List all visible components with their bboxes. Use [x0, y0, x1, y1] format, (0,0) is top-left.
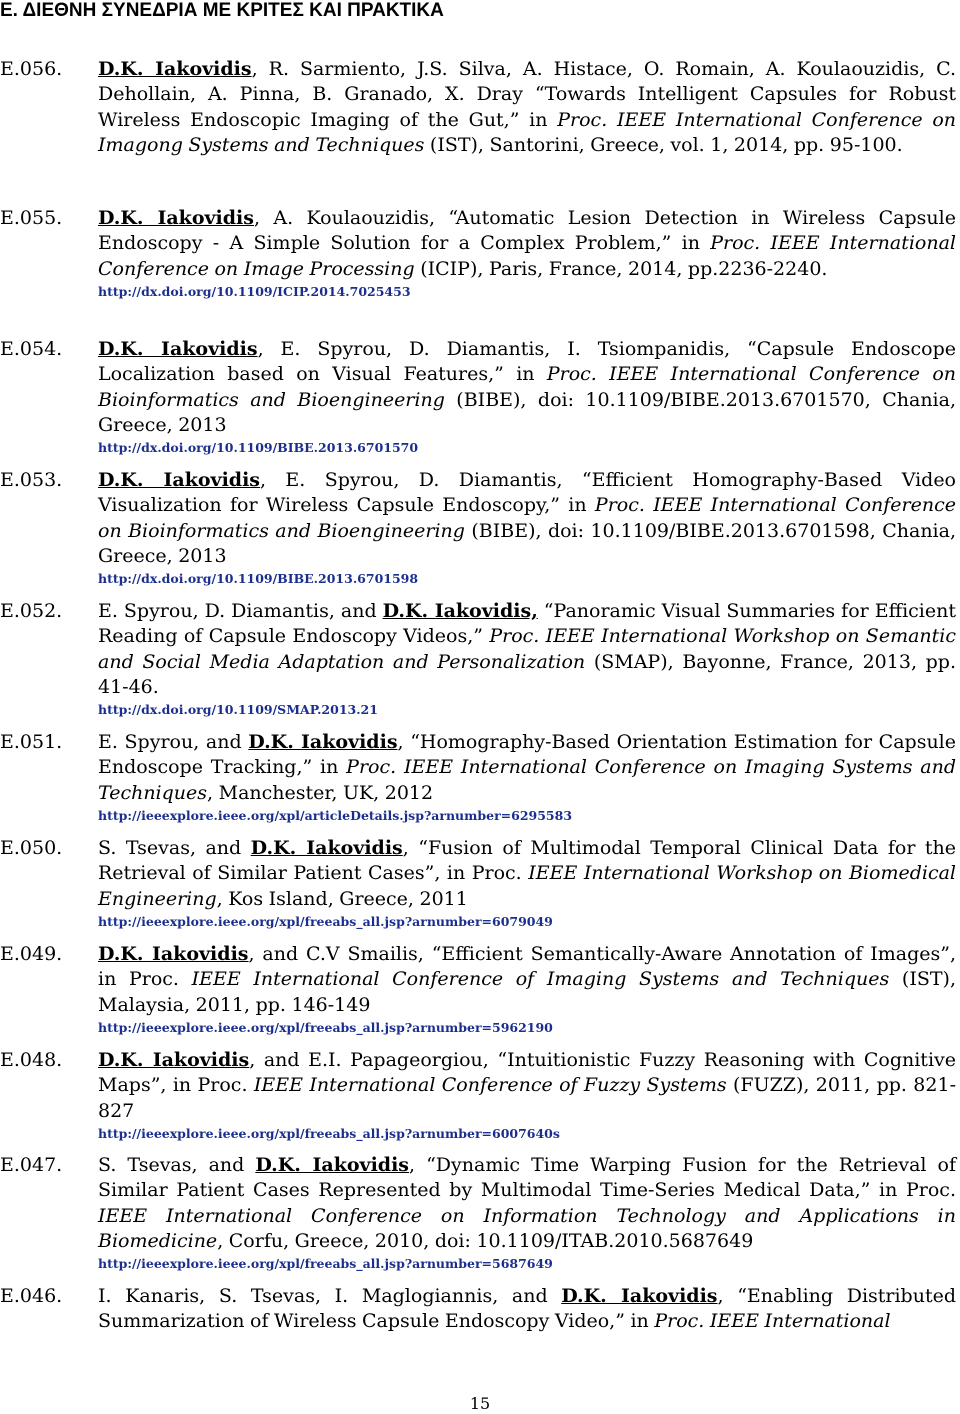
citation-text: [98, 836, 956, 912]
citation-segment: (FUZZ), 2011, pp. 821-827: [98, 1074, 956, 1122]
publication-entry: [0, 1048, 960, 1153]
publication-entry: [0, 1153, 960, 1284]
doi-link[interactable]: http://ieeexplore.ieee.org/xpl/freeabs_all.jsp?arnumber=5687649: [98, 1256, 553, 1272]
author-highlight: D.K. Iakovidis: [98, 943, 249, 965]
venue-name: IEEE International Conference of Imaging Systems and Techniques: [191, 968, 890, 991]
author-highlight: D.K. Iakovidis: [561, 1285, 718, 1307]
author-highlight: D.K. Iakovidis: [98, 207, 254, 229]
venue-name: Proc. IEEE International Conference on Imaging Systems and Techniques: [98, 756, 957, 804]
venue-name: Proc. IEEE International Conference on Bioinformatics and Bioengineering: [98, 363, 956, 411]
citation-text: [98, 730, 956, 806]
citation-segment: , E. Spyrou, D. Diamantis, “Efficient Homography-Based Video Visualization for Wireless Capsule Endoscopy,” in: [98, 469, 956, 517]
citation-segment: I. Kanaris, S. Tsevas, I. Maglogiannis, and: [98, 1285, 562, 1307]
entry-number: E.047.: [0, 1154, 63, 1176]
entry-number: E.052.: [0, 600, 63, 622]
citation-segment: , and E.I. Papageorgiou, “Intuitionistic Fuzzy Reasoning with Cognitive Maps”, in Proc.: [98, 1049, 956, 1097]
author-highlight: D.K. Iakovidis: [255, 1154, 409, 1176]
author-highlight: D.K. Iakovidis: [98, 469, 260, 491]
publication-entry: [0, 337, 960, 468]
author-highlight: D.K. Iakovidis: [248, 731, 398, 753]
doi-link[interactable]: http://dx.doi.org/10.1109/SMAP.2013.21: [98, 702, 378, 718]
author-highlight: D.K. Iakovidis: [250, 837, 403, 859]
venue-name: Proc. IEEE International: [654, 1310, 891, 1333]
venue-name: IEEE International Workshop on Biomedical Engineering: [98, 862, 956, 910]
entry-body: [98, 1153, 956, 1272]
entry-number: E.054.: [0, 338, 63, 360]
entry-body: [98, 1284, 956, 1337]
entry-body: [98, 57, 956, 160]
publication-entry: [0, 599, 960, 730]
entry-body: [98, 1048, 956, 1142]
publication-list: [0, 57, 960, 1340]
entry-number: E.051.: [0, 731, 63, 753]
entry-number: E.048.: [0, 1049, 63, 1071]
entry-number: E.046.: [0, 1285, 63, 1307]
author-highlight: D.K. Iakovidis: [98, 1049, 250, 1071]
citation-segment: (IST), Santorini, Greece, vol. 1, 2014, pp. 95-100.: [424, 133, 903, 156]
citation-segment: E. Spyrou, and: [98, 731, 249, 753]
venue-name: IEEE International Conference on Information Technology and Applications in Biomedicine: [98, 1204, 956, 1252]
citation-text: [98, 206, 956, 282]
venue-name: Proc. IEEE International Conference on Bioinformatics and Bioengineering: [98, 494, 957, 542]
entry-body: [98, 337, 956, 456]
publication-entry: [0, 468, 960, 599]
publication-entry: [0, 942, 960, 1048]
entry-body: [98, 206, 956, 300]
doi-link[interactable]: http://dx.doi.org/10.1109/BIBE.2013.6701570: [98, 440, 419, 456]
citation-segment: (IST), Malaysia, 2011, pp. 146-149: [98, 968, 956, 1016]
citation-segment: , “Dynamic Time Warping Fusion for the Retrieval of Similar Patient Cases Represented by Multimodal Time-Series Medical Data,” in Proc.: [98, 1154, 956, 1202]
citation-text: [98, 1153, 956, 1254]
entry-body: [98, 468, 956, 587]
publication-entry: [0, 836, 960, 942]
citation-segment: (ICIP), Paris, France, 2014, pp.2236-2240.: [414, 257, 828, 280]
entry-number: E.055.: [0, 207, 63, 229]
doi-link[interactable]: http://ieeexplore.ieee.org/xpl/freeabs_all.jsp?arnumber=6079049: [98, 913, 553, 929]
citation-segment: (BIBE), doi: 10.1109/BIBE.2013.6701598, Chania, Greece, 2013: [98, 519, 957, 567]
author-highlight: D.K. Iakovidis: [98, 338, 258, 360]
citation-text: [98, 942, 956, 1018]
doi-link[interactable]: http://dx.doi.org/10.1109/ICIP.2014.7025453: [98, 283, 411, 299]
entry-number: E.050.: [0, 837, 63, 859]
venue-name: Proc. IEEE International Workshop on Semantic and Social Media Adaptation and Personalization: [98, 625, 956, 673]
citation-text: [98, 57, 956, 158]
citation-segment: E. Spyrou, D. Diamantis, and: [98, 600, 383, 622]
citation-text: [98, 468, 956, 569]
section-heading: Ε. ΔΙΕΘΝΗ ΣΥΝΕΔΡΙΑ ΜΕ ΚΡΙΤΕΣ ΚΑΙ ΠΡΑΚΤΙΚΑ: [0, 0, 444, 21]
publication-entry: [0, 730, 960, 836]
entry-number: E.049.: [0, 943, 63, 965]
citation-segment: (BIBE), doi: 10.1109/BIBE.2013.6701570, Chania, Greece, 2013: [98, 388, 956, 436]
citation-text: [98, 337, 956, 438]
entry-body: [98, 599, 956, 718]
venue-name: Proc. IEEE International Conference on Image Processing: [98, 232, 956, 280]
publication-entry: [0, 206, 960, 337]
entry-body: [98, 942, 956, 1036]
citation-segment: , “Fusion of Multimodal Temporal Clinical Data for the Retrieval of Similar Patient Cases”, in Proc.: [98, 837, 956, 885]
citation-segment: , Manchester, UK, 2012: [207, 781, 434, 804]
author-highlight: D.K. Iakovidis,: [382, 600, 538, 622]
venue-name: Proc. IEEE International Conference on Imagong Systems and Techniques: [98, 108, 957, 156]
doi-link[interactable]: http://dx.doi.org/10.1109/BIBE.2013.6701598: [98, 571, 419, 587]
venue-name: IEEE International Conference of Fuzzy Systems: [253, 1074, 727, 1097]
citation-segment: S. Tsevas, and: [98, 837, 251, 859]
doi-link[interactable]: http://ieeexplore.ieee.org/xpl/freeabs_all.jsp?arnumber=5962190: [98, 1019, 553, 1035]
publication-entry: [0, 57, 960, 206]
citation-segment: , Kos Island, Greece, 2011: [216, 887, 468, 910]
citation-text: [98, 599, 956, 700]
entry-body: [98, 836, 956, 930]
page-number: 15: [469, 1394, 491, 1413]
citation-text: [98, 1048, 956, 1124]
doi-link[interactable]: http://ieeexplore.ieee.org/xpl/freeabs_all.jsp?arnumber=6007640s: [98, 1125, 560, 1141]
citation-segment: , “Homography-Based Orientation Estimation for Capsule Endoscope Tracking,” in: [98, 731, 957, 779]
citation-segment: , “Enabling Distributed Summarization of Wireless Capsule Endoscopy Video,” in: [98, 1285, 957, 1333]
citation-segment: , E. Spyrou, D. Diamantis, I. Tsiompanidis, “Capsule Endoscope Localization based on Visual Features,” in: [98, 338, 956, 386]
doi-link[interactable]: http://ieeexplore.ieee.org/xpl/articleDetails.jsp?arnumber=6295583: [98, 807, 573, 823]
citation-segment: , A. Koulaouzidis, “Automatic Lesion Detection in Wireless Capsule Endoscopy - A Simple Solution for a Complex Problem,” in: [98, 207, 956, 255]
citation-text: [98, 1284, 956, 1335]
citation-segment: , R. Sarmiento, J.S. Silva, A. Histace, O. Romain, A. Koulaouzidis, C. Dehollain, A. Pinna, B. Granado, X. Dray “Towards Intelligent Capsules for Robust Wireless Endoscopic Imaging of the Gut,” in: [98, 58, 956, 131]
citation-segment: (SMAP), Bayonne, France, 2013, pp. 41-46.: [98, 650, 956, 698]
citation-segment: “Panoramic Visual Summaries for Efficient Reading of Capsule Endoscopy Videos,”: [98, 600, 956, 648]
author-highlight: D.K. Iakovidis: [98, 58, 252, 80]
citation-segment: S. Tsevas, and: [98, 1154, 256, 1176]
citation-segment: , and C.V Smailis, “Efficient Semantically-Aware Annotation of Images”, in Proc.: [98, 943, 957, 991]
entry-number: E.056.: [0, 58, 63, 80]
citation-segment: , Corfu, Greece, 2010, doi: 10.1109/ITAB.2010.5687649: [217, 1229, 754, 1252]
entry-body: [98, 730, 956, 824]
publication-entry: [0, 1284, 960, 1340]
entry-number: E.053.: [0, 469, 63, 491]
